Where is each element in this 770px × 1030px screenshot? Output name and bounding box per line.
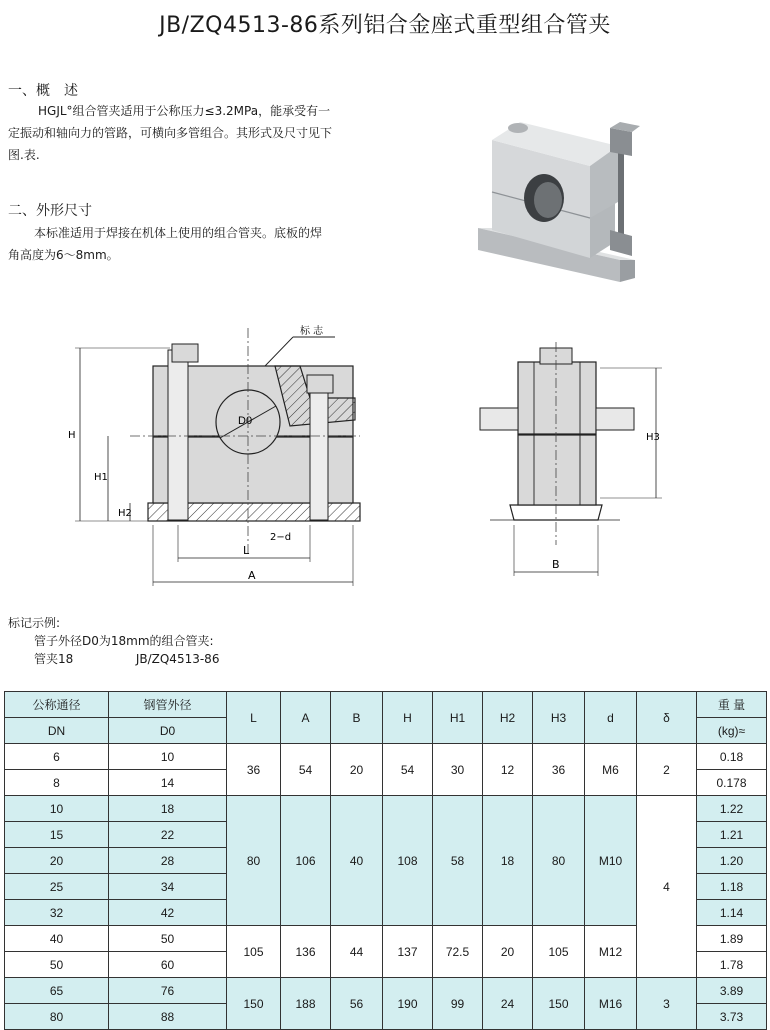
- product-photo: [470, 110, 650, 295]
- table-cell-dn: 32: [5, 900, 109, 926]
- table-cell-a: 188: [281, 978, 331, 1030]
- section-1-line-3: 图.表.: [8, 148, 40, 162]
- table-cell-h3: 80: [533, 796, 585, 926]
- table-cell-h2: 18: [483, 796, 533, 926]
- table-cell-l: 36: [227, 744, 281, 796]
- example-ref: [8, 650, 219, 668]
- label-h2: H2: [118, 508, 132, 519]
- table-cell-d0: 88: [109, 1004, 227, 1030]
- table-cell-d0: 28: [109, 848, 227, 874]
- table-cell-d0: 60: [109, 952, 227, 978]
- table-cell-d0: 42: [109, 900, 227, 926]
- header-d: d: [585, 692, 637, 744]
- header-d0-top: 钢管外径: [109, 692, 227, 718]
- table-cell-h: 190: [383, 978, 433, 1030]
- table-cell-h2: 20: [483, 926, 533, 978]
- table-cell-d: M6: [585, 744, 637, 796]
- table-cell-weight: 0.18: [697, 744, 767, 770]
- table-cell-h1: 72.5: [433, 926, 483, 978]
- table-cell-weight: 1.78: [697, 952, 767, 978]
- table-cell-d: M12: [585, 926, 637, 978]
- section-2-line-2: 角高度为6～8mm。: [8, 248, 119, 262]
- table-cell-h2: 24: [483, 978, 533, 1030]
- table-cell-d: M10: [585, 796, 637, 926]
- table-cell-d: M16: [585, 978, 637, 1030]
- label-h3: H3: [646, 432, 660, 443]
- table-cell-b: 40: [331, 796, 383, 926]
- header-h1: H1: [433, 692, 483, 744]
- label-d0: D0: [238, 415, 253, 427]
- table-cell-weight: 1.21: [697, 822, 767, 848]
- section-1-line-2: 定振动和轴向力的管路，可横向多管组合。其形式及尺寸见下: [8, 126, 333, 140]
- example-heading: 标记示例:: [8, 616, 61, 630]
- table-cell-h2: 12: [483, 744, 533, 796]
- table-cell-dn: 50: [5, 952, 109, 978]
- table-cell-dn: 80: [5, 1004, 109, 1030]
- header-h2: H2: [483, 692, 533, 744]
- section-2-line-1: 本标准适用于焊接在机体上使用的组合管夹。底板的焊: [34, 226, 323, 240]
- table-cell-d0: 22: [109, 822, 227, 848]
- table-cell-weight: 0.178: [697, 770, 767, 796]
- table-cell-weight: 1.14: [697, 900, 767, 926]
- section-1-line-1: HGJL°组合管夹适用于公称压力≤3.2MPa，能承受有一: [38, 104, 331, 118]
- section-1-text: [8, 100, 392, 166]
- table-cell-b: 20: [331, 744, 383, 796]
- label-mark: 标 志: [300, 326, 324, 337]
- table-cell-h: 54: [383, 744, 433, 796]
- table-cell-dn: 65: [5, 978, 109, 1004]
- label-h: H: [68, 430, 76, 441]
- example-ref-std: JB/ZQ4513-86: [135, 652, 220, 666]
- table-cell-l: 80: [227, 796, 281, 926]
- table-cell-weight: 1.22: [697, 796, 767, 822]
- section-2-heading: 二、外形尺寸: [8, 203, 92, 219]
- label-2d: 2−d: [270, 532, 292, 543]
- header-d0-bottom: D0: [109, 718, 227, 744]
- label-l: L: [243, 544, 250, 557]
- table-cell-h3: 105: [533, 926, 585, 978]
- table-cell-delta: 4: [637, 796, 697, 978]
- section-1-heading: 一、概 述: [8, 83, 78, 99]
- table-cell-l: 150: [227, 978, 281, 1030]
- section-2-text: [8, 222, 392, 266]
- side-view-drawing: [470, 340, 680, 585]
- example-line: 管子外径D0为18mm的组合管夹:: [34, 634, 214, 648]
- table-cell-dn: 40: [5, 926, 109, 952]
- table-cell-d0: 10: [109, 744, 227, 770]
- table-cell-h1: 30: [433, 744, 483, 796]
- spec-table: [4, 691, 767, 1030]
- table-cell-delta: 2: [637, 744, 697, 796]
- table-cell-h1: 99: [433, 978, 483, 1030]
- header-h3: H3: [533, 692, 585, 744]
- header-dn-top: 公称通径: [5, 692, 109, 718]
- table-cell-d0: 18: [109, 796, 227, 822]
- table-cell-b: 56: [331, 978, 383, 1030]
- table-cell-weight: 3.89: [697, 978, 767, 1004]
- marking-example: [8, 614, 219, 668]
- header-a: A: [281, 692, 331, 744]
- front-view-drawing: [60, 320, 380, 595]
- page-title: JB/ZQ4513-86系列铝合金座式重型组合管夹: [159, 13, 611, 38]
- header-l: L: [227, 692, 281, 744]
- table-cell-dn: 6: [5, 744, 109, 770]
- table-cell-l: 105: [227, 926, 281, 978]
- table-cell-d0: 14: [109, 770, 227, 796]
- table-cell-d0: 50: [109, 926, 227, 952]
- header-b: B: [331, 692, 383, 744]
- label-b: B: [552, 558, 560, 571]
- table-cell-h: 137: [383, 926, 433, 978]
- example-ref-name: 管夹18: [34, 652, 74, 666]
- table-cell-delta: 3: [637, 978, 697, 1030]
- header-weight-bottom: (kg)≈: [697, 718, 767, 744]
- table-cell-dn: 15: [5, 822, 109, 848]
- table-cell-b: 44: [331, 926, 383, 978]
- header-weight-top: 重 量: [697, 692, 767, 718]
- header-dn-bottom: DN: [5, 718, 109, 744]
- header-delta: δ: [637, 692, 697, 744]
- table-cell-weight: 1.20: [697, 848, 767, 874]
- label-h1: H1: [94, 472, 108, 483]
- label-a: A: [248, 569, 256, 582]
- table-cell-a: 106: [281, 796, 331, 926]
- table-cell-a: 136: [281, 926, 331, 978]
- table-cell-d0: 76: [109, 978, 227, 1004]
- table-cell-h3: 36: [533, 744, 585, 796]
- table-cell-dn: 8: [5, 770, 109, 796]
- table-cell-a: 54: [281, 744, 331, 796]
- table-cell-h: 108: [383, 796, 433, 926]
- table-cell-weight: 3.73: [697, 1004, 767, 1030]
- table-cell-weight: 1.89: [697, 926, 767, 952]
- table-cell-dn: 20: [5, 848, 109, 874]
- table-cell-d0: 34: [109, 874, 227, 900]
- table-cell-h1: 58: [433, 796, 483, 926]
- table-cell-dn: 25: [5, 874, 109, 900]
- table-cell-dn: 10: [5, 796, 109, 822]
- table-cell-weight: 1.18: [697, 874, 767, 900]
- header-h: H: [383, 692, 433, 744]
- table-cell-h3: 150: [533, 978, 585, 1030]
